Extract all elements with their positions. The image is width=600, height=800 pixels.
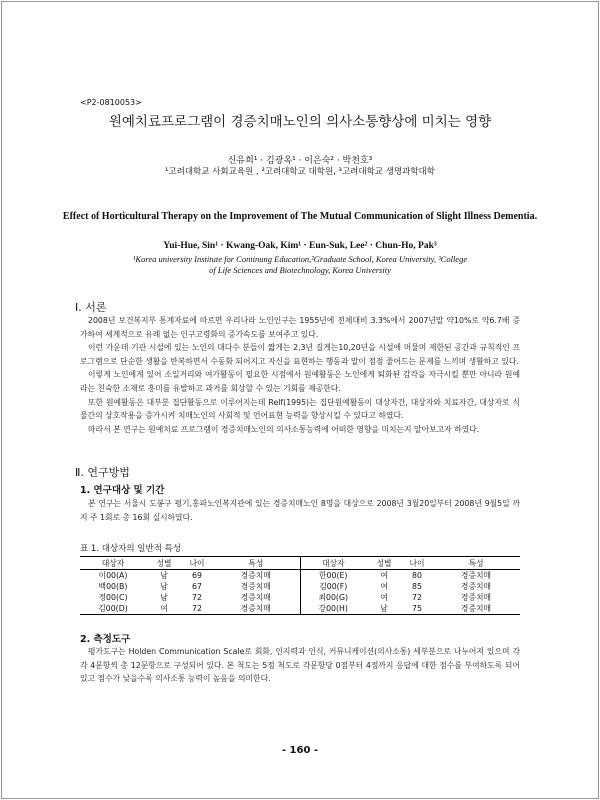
authors-english: Yui-Hue, Sin¹ · Kwang-Oak, Kim¹ · Eun-Suk, Lee² · Chun-Ho, Pak³ <box>163 241 437 251</box>
cell: 경증치매 <box>460 593 492 602</box>
header-sex: 성별 <box>146 557 182 570</box>
table-row <box>80 581 520 592</box>
cell: 경증치매 <box>460 582 492 591</box>
cell: 여 <box>380 571 388 580</box>
cell: 75 <box>402 603 432 615</box>
affiliations-korean: ¹고려대학교 사회교육원 , ²고려대학교 대학원, ³고려대학교 생명과학대학 <box>165 167 435 177</box>
cell: 김00(D) <box>80 603 146 615</box>
cell: 경증치매 <box>212 603 300 615</box>
cell: 경증치매 <box>240 571 271 580</box>
paragraph: 2008년 보건복지부 통계자료에 따르면 우리나라 노인인구는 1955년에 전체대비 3.3%에서 2007년말 약10%로 약6.7배 증가하여 세계적으로 유례 없는 인구고령화의 증가속도를 보여주고 있다. <box>80 316 520 339</box>
subjects-paragraph: 본 연구는 서울시 도봉구 평기,홍파노인복지관에 있는 경증치매노인 8명을 대상으로 2008년 3월20일부터 2008년 9월5일 까지 주 1회로 총 16회 실시하였다. <box>80 499 520 522</box>
cell: 한00(E) <box>300 570 366 582</box>
cell: 남 <box>366 603 402 615</box>
table-row <box>80 603 520 615</box>
cell: 최00(G) <box>300 592 366 603</box>
header-trait: 특성 <box>432 557 520 570</box>
cell: 72 <box>182 603 212 615</box>
header-trait: 특성 <box>212 557 300 570</box>
cell: 72 <box>192 593 202 602</box>
paper-code: <P2-0810053> <box>80 98 142 107</box>
cell: 경증치매 <box>240 582 271 591</box>
affiliations-english: ¹Korea university Institute for Continung Education,²Graduate School, Korea University, ³College of Life Sciences and Biotechnology, Korea University <box>132 254 468 275</box>
cell: 여 <box>380 582 388 591</box>
paragraph: 따라서 본 연구는 원예치료 프로그램이 경증치매노인의 의사소통능력에 어떠한 영향을 미치는지 알아보고자 하였다. <box>88 424 480 434</box>
cell: 69 <box>192 571 202 580</box>
table-caption: 표 1. 대상자의 일반적 특성 <box>80 544 182 554</box>
subsection-instrument-heading: 2. 측정도구 <box>80 634 131 645</box>
instrument-paragraph: 평가도구는 Holden Communication Scale로 회화, 인지력과 인식, 커뮤니케이션(의사소통) 세부분으로 나누어져 있으며 각각 4문항씩 총 12문항으로 구성되어 있다. 본 척도는 5점 척도로 각문항당 0점부터 4점까지 응답에 대한 점수를 부여하도록 되어있고 점수가 낮을수록 의사소통 능력이 높음을 의미한다. <box>80 647 520 684</box>
header-age: 나이 <box>402 557 432 570</box>
authors-korean: 신유희¹ · 김광옥¹ · 이은숙² · 박천호³ <box>227 156 373 166</box>
cell: 남 <box>160 582 168 591</box>
title-korean: 원예치료프로그램이 경증치매노인의 의사소통향상에 미치는 영향 <box>108 114 492 130</box>
cell: 경증치매 <box>432 603 520 615</box>
title-english: Effect of Horticultural Therapy on the Improvement of The Mutual Communication of Slight Illness Dementia. <box>62 211 538 222</box>
header-sex: 성별 <box>366 557 402 570</box>
cell: 80 <box>412 571 422 580</box>
cell: 강00(H) <box>300 603 366 615</box>
cell: 정00(C) <box>98 593 128 602</box>
cell: 여 <box>380 593 388 602</box>
subsection-subjects-heading: 1. 연구대상 및 기간 <box>80 485 165 496</box>
cell: 72 <box>412 593 422 602</box>
section-methods-heading: Ⅱ. 연구방법 <box>75 466 130 479</box>
cell: 김00(F) <box>300 581 366 592</box>
paragraph: 이렇게 노인에게 있어 소일거리와 여가활동이 필요한 시점에서 원예활동은 노인에게 퇴화된 감각을 자극시킬 뿐만 아니라 원예라는 친숙한 소재로 흥미를 유발하고 과거를 회상할 수 있는 기회를 제공한다. <box>80 370 520 393</box>
cell: 여 <box>146 603 182 615</box>
paragraph: 이런 가운데 기관 시설에 있는 노인의 대다수 분들이 짧게는 2,3년 길게는10,20년을 시설에 머물며 제한된 공간과 규칙적인 프로그램으로 단순한 생활을 반복하면서 수동화 되어지고 자신을 표현하는 행동과 말이 점점 줄어드는 문제를 느끼며 생활하고 있다. <box>80 343 520 366</box>
table-row <box>80 570 520 582</box>
cell: 경증치매 <box>240 593 271 602</box>
cell: 이00(A) <box>98 571 128 580</box>
header-subject: 대상자 <box>80 557 146 570</box>
header-age: 나이 <box>182 557 212 570</box>
cell: 백00(B) <box>98 582 128 591</box>
cell: 67 <box>192 582 202 591</box>
cell: 경증치매 <box>460 571 492 580</box>
table-header-row <box>80 557 520 570</box>
cell: 85 <box>412 582 422 591</box>
page-number: - 160 - <box>281 745 319 756</box>
introduction-body <box>80 314 520 436</box>
section-introduction-heading: Ⅰ. 서론 <box>75 301 107 314</box>
paragraph: 또한 원예활동은 대부분 집단활동으로 이루어지는데 Relf(1995)는 집단원예활동이 대상자간, 대상자와 치료자간, 대상자로 식물간의 상호작용을 증가시켜 치매노인의 사회적 및 언어표현 능력을 향상시킬 수 있다고 하였다. <box>80 397 520 421</box>
subjects-table <box>80 556 520 615</box>
cell: 남 <box>160 593 168 602</box>
cell: 남 <box>160 571 168 580</box>
header-subject: 대상자 <box>300 557 366 570</box>
table-row <box>80 592 520 603</box>
